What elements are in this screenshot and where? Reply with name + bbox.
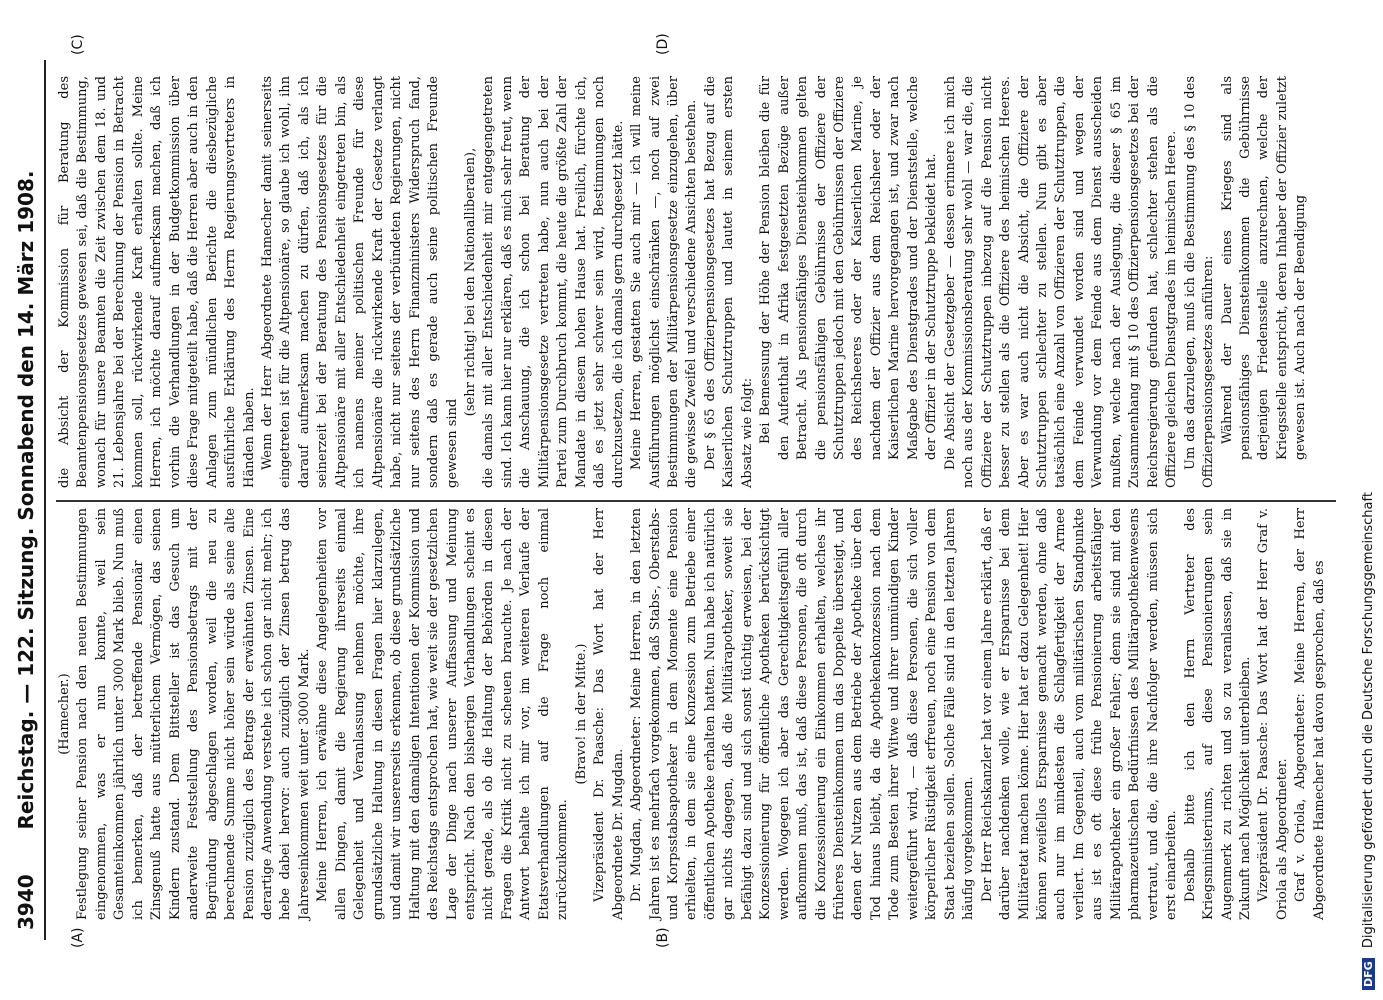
- paragraph: Dr. Mugdan, Abgeordneter: Meine Herren, in den letzten Jahren ist es mehrfach vorgekommen, daß Stabs-, Oberstabs- und Korpsstabsapotheker in dem Momente eine Pension erhielten, in dem sie eine Konzession zum Betriebe einer öffentlichen Apotheke erhalten hatten. Nun habe ich natürlich gar nichts dagegen, daß die Militärapotheker, soweit sie befähigt dazu sind und sich sonst tüchtig erweisen, bei der Konzessionierung für öffentliche Apotheken berücksichtigt werden. Wogegen ich aber das Gerechtigkeitsgefühl aller aufkommen muß, das ist, daß diese Personen, die oft durch die Konzessionierung ein Einkommen erhalten, welches ihr früheres Diensteinkommen um das Doppelte übersteigt, und denen der Nutzen aus dem Betriebe der Apotheke über den Tod hinaus bleibt, da die Apothekenkonzession nach dem Tode zum Besten ihrer Witwe und ihrer unmündigen Kinder weitergeführt wird, — daß diese Personen, die sich voller körperlicher Rüstigkeit erfreuen, noch eine Pension von dem Staat beziehen sollen. Solche Fälle sind in den letzten Jahren häufig vorgekommen.: [629, 508, 977, 920]
- running-head: [8, 0, 48, 1000]
- paragraph: die damals mit aller Entschiedenheit mir entgegengetreten sind. Ich kann hier nur erklären, daß es mich sehr freut, wenn die Anschauung, die ich schon bei Beratung der Militärpensionsgesetze vertreten habe, nun auch bei der Partei zum Durchbruch kommt, die heute die größte Zahl der Mandate in diesem hohen Hause hat. Freilich, fürchte ich, daß es jetzt sehr schwer sein wird, Bestimmungen noch durchzusetzen, die ich damals gern durchgesetzt hätte.: [481, 75, 626, 488]
- paragraph: (sehr richtig! bei den Nationalliberalen),: [462, 147, 478, 417]
- margin-label-b: (B): [655, 927, 671, 948]
- dfg-logo: DFG: [1362, 958, 1375, 990]
- digitization-credit: [1355, 0, 1381, 1000]
- header-rule: [44, 60, 46, 940]
- paragraph: Wenn der Herr Abgeordnete Hamecher damit seinerseits eingetreten ist für die Altpensionäre, so glaube ich wohl, ihn darauf aufmerksam machen zu dürfen, daß ich, als ich seinerzeit bei der Beratung des Pensionsgesetzes für die Altpensionäre mit aller Entschiedenheit eingetreten bin, als ich namens meiner politischen Freunde für diese Altpensionäre die rückwirkende Kraft der Gesetze verlangt habe, nicht nur seitens der verbündeten Regierungen, nicht nur seitens des Herrn Finanzministers Widerspruch fand, sondern daß es gerade auch seine politischen Freunde gewesen sind: [259, 76, 460, 488]
- paragraph: Meine Herren, gestatten Sie auch mir — ich will meine Ausführungen möglichst einschränken —, noch auf zwei Bestimmungen der Militärpensionsgesetze einzugehen, über die gewisse Zweifel und verschiedene Ansichten bestehen.: [629, 76, 700, 488]
- margin-label-d: (D): [655, 33, 671, 55]
- paragraph: Meine Herren, ich erwähne diese Angelegenheiten vor allen Dingen, damit die Regierung ihrerseits einmal Gelegenheit und Veranlassung nehmen möchte, ihre grundsätzliche Haltung in diesen Fragen hier klarzulegen, und damit wir unsererseits erkennen, ob diese grundsätzliche Haltung mit den damaligen Intentionen der Kommission und des Reichstags entsprochen hat, wie weit sie der gesetzlichen Lage der Dinge nach unserer Auffassung und Meinung entspricht. Nach den bisherigen Verhandlungen scheint es nicht gerade, als ob die Haltung der Behörden in diesen Fragen die Kritik nicht zu scheuen brauchte. Je nach der Antwort behalte ich mir vor, im weiteren Verlaufe der Etatsverhandlungen auf die Frage noch einmal zurückzukommen.: [315, 508, 571, 920]
- paragraph: Bei Bemessung der Höhe der Pension bleiben die für den Aufenthalt in Afrika festgesetzten Bezüge außer Betracht. Als pensionsfähiges Diensteinkommen gelten die pensionsfähigen Gebührnisse der Offiziere der Schutztruppen jedoch mit den Gebührnissen der Offiziere des Reichsheeres oder der Kaiserlichen Marine, je nachdem der Offizier aus dem Reichsheer oder der Kaiserlichen Marine hervorgegangen ist, und zwar nach Maßgabe des Dienstgrades und der Dienststelle, welche der Offizier in der Schutztruppe bekleidet hat.: [758, 76, 940, 460]
- column-divider: [56, 500, 1336, 502]
- margin-label-a: (A): [70, 927, 86, 948]
- paragraph: Graf v. Oriola, Abgeordneter: Meine Herren, der Herr Abgeordnete Hamecher hat davon gesprochen, daß es: [1293, 508, 1327, 920]
- paragraph: Vizepräsident Dr. Paasche: Das Wort hat der Herr Abgeordnete Dr. Mugdan.: [592, 508, 626, 920]
- paragraph: Die Absicht der Gesetzgeber — dessen erinnere ich mich noch aus der Kommissionsberatung sehr wohl — war die, die Offiziere der Schutztruppen inbezug auf die Pension nicht besser zu stellen als die Offiziere des heimischen Heeres. Aber es war auch nicht die Absicht, die Offiziere der Schutztruppen schlechter zu stellen. Nun gibt es aber tatsächlich eine Anzahl von Offizieren der Schutztruppen, die dem Feinde verwundet worden sind und wegen der Verwundung vor dem Feinde aus dem Dienst ausscheiden mußten, welche nach der Auslegung, die dieser § 65 im Zusammenhang mit § 10 des Offizierpensionsgesetzes bei der Reichsregierung gefunden hat, schlechter stehen als die Offiziere gleichen Dienstgrades im heimischen Heere.: [942, 76, 1180, 488]
- paragraph: Während der Dauer eines Krieges sind als pensionsfähiges Diensteinkommen die Gebührnisse derjenigen Friedensstelle anzurechnen, welche der Kriegsstelle entspricht, deren Inhaber der Offizier zuletzt gewesen ist. Auch nach der Beendigung: [1219, 76, 1309, 460]
- paragraph: Um das darzulegen, muß ich die Bestimmung des § 10 des Offizierpensionsgesetzes anführen:: [1182, 76, 1217, 488]
- credit-text: Digitalisierung gefördert durch die Deutsche Forschungsgemeinschaft: [1361, 492, 1376, 949]
- left-column: [56, 508, 1329, 920]
- paragraph: Der Herr Reichskanzler hat vor einem Jahre erklärt, daß er darüber nachdenken wolle, wie er Ersparnisse bei dem Militäretat machen könne. Hier hat er dazu Gelegenheit! Hier können zweifellos Ersparnisse gemacht werden, ohne daß auch nur im mindesten die Schlagfertigkeit der Armee verliert. Im Gegenteil, auch vom militärischen Standpunkte aus ist es oft diese frühe Pensionierung arbeitsfähiger Militärapotheker ein großer Fehler; denn sie sind mit den pharmazeutischen Bedürfnissen des Militärapothekenwesens vertraut, und die, die ihre Nachfolger werden, müssen sich erst einarbeiten.: [979, 508, 1180, 920]
- page-number: 3940: [14, 874, 38, 930]
- right-column: [56, 76, 1311, 488]
- paragraph: Vizepräsident Dr. Paasche: Das Wort hat der Herr Graf v. Oriola als Abgeordneter.: [1256, 508, 1290, 920]
- margin-label-c: (C): [70, 34, 86, 55]
- page-title: Reichstag. — 122. Sitzung. Sonnabend den 14. März 1908.: [14, 170, 38, 830]
- paragraph: die Absicht der Kommission für Beratung des Beamtenpensionsgesetzes gewesen sei, daß die Bestimmung, wonach für unsere Beamten die Zeit zwischen dem 18. und 21. Lebensjahre bei der Berechnung der Pension in Betracht kommen soll, rückwirkende Kraft erhalten sollte. Meine Herren, ich möchte darauf aufmerksam machen, daß ich vorhin die Verhandlungen in der Budgetkommission über diese Frage mitgeteilt habe, daß die Herren aber auch in den Anlagen zum mündlichen Berichte die diesbezügliche ausführliche Erklärung des Herrn Regierungsvertreters in Händen haben.: [57, 76, 257, 488]
- paragraph: Der § 65 des Offizierpensionsgesetzes hat Bezug auf die Kaiserlichen Schutztruppen und lautet in seinem ersten Absatz wie folgt:: [702, 76, 755, 488]
- paragraph: (Bravo! in der Mitte.): [573, 643, 589, 785]
- paragraph: Festlegung seiner Pension nach den neuen Bestimmungen eingenommen, was er nun konnte, weil sein Gesamteinkommen jährlich unter 3000 Mark blieb. Nun muß ich bemerken, daß der betreffende Pensionär einen Zinsgenuß hatte aus mütterlichem Vermögen, das seinen Kindern zustand. Dem Bittsteller ist das Gesuch um anderweite Feststellung des Pensionsbetrags mit der Begründung abgeschlagen worden, weil die neu zu berechnende Summe nicht höher sein würde als seine alte Pension zuzüglich des Betrags der erwähnten Zinsen. Eine derartige Anwendung verstehe ich schon gar nicht mehr; ich hebe dabei hervor: auch zuzüglich der Zinsen betrug das Jahreseinkommen weit unter 3000 Mark.: [75, 508, 312, 920]
- paragraph: (Hamecher.): [57, 673, 72, 755]
- paragraph: Deshalb bitte ich den Herrn Vertreter des Kriegsministeriums, auf diese Pensionierungen sein Augenmerk zu richten und so zu veranlassen, daß sie in Zukunft nach Möglichkeit unterbleiben.: [1182, 508, 1253, 920]
